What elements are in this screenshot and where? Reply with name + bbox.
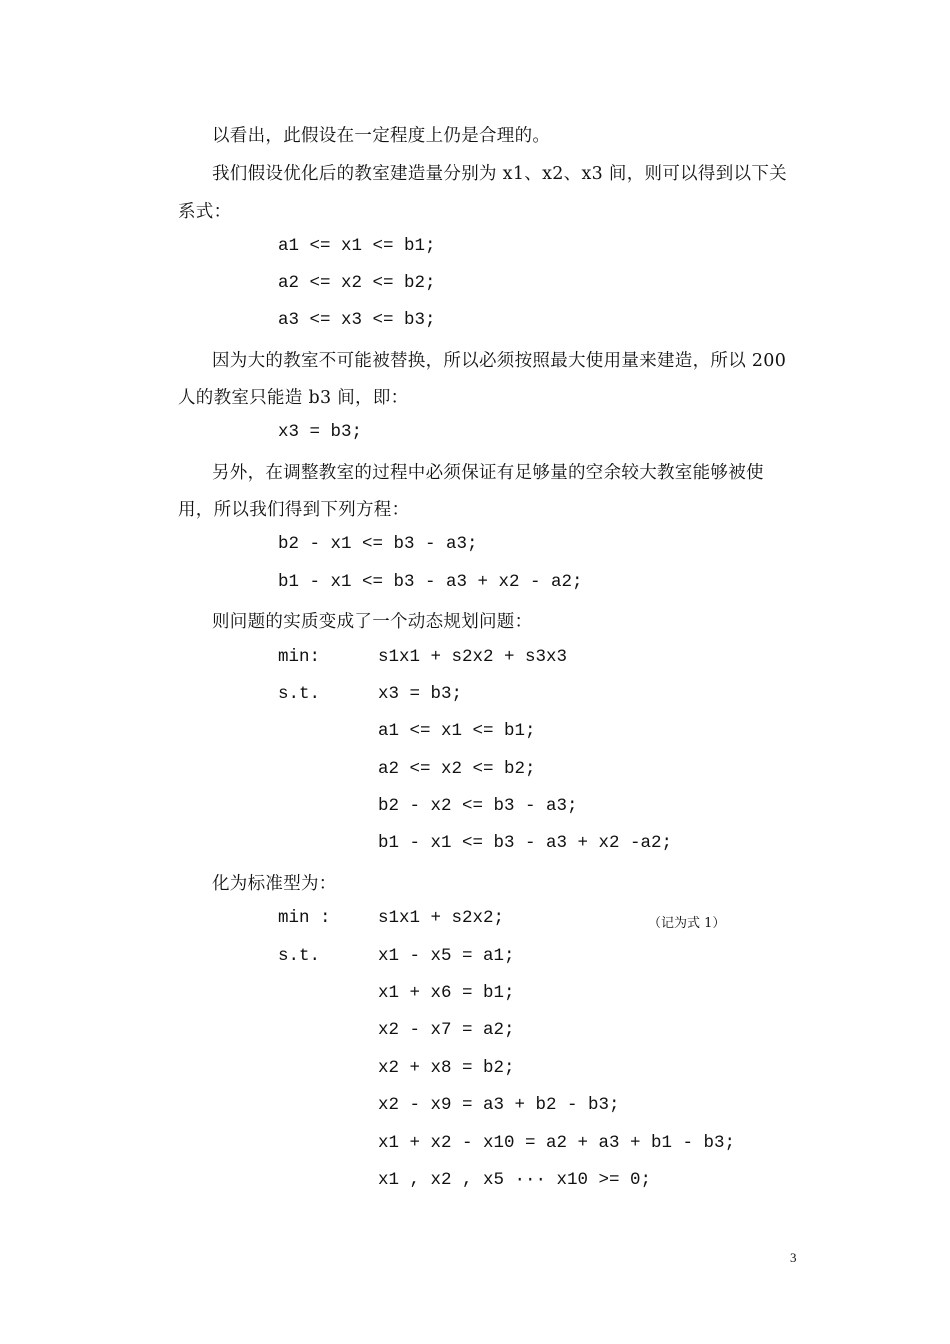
paragraph-line: 用，所以我们得到下列方程： (178, 500, 410, 520)
paragraph-line: 我们假设优化后的教室建造量分别为 x1、x2、x3 间，则可以得到以下关 (212, 164, 787, 184)
st-label: s.t. (278, 946, 321, 966)
paragraph-line: 因为大的教室不可能被替换，所以必须按照最大使用量来建造，所以 200 (212, 351, 787, 371)
constraint-line: b1 - x1 <= b3 - a3 + x2 -a2; (378, 833, 673, 853)
equation-note: （记为式 1） (648, 916, 726, 931)
paragraph-line: 另外，在调整教室的过程中必须保证有足够量的空余较大教室能够被使 (212, 463, 764, 483)
constraint-line: a1 <= x1 <= b1; (278, 236, 436, 256)
constraint-line: x3 = b3; (378, 684, 463, 704)
objective: s1x1 + s2x2 + s3x3 (378, 647, 568, 667)
paragraph-line: 系式： (178, 202, 232, 222)
constraint-line: x1 , x2 , x5 ··· x10 >= 0; (378, 1170, 652, 1190)
constraint-line: x2 - x7 = a2; (378, 1020, 515, 1040)
constraint-line: x1 + x2 - x10 = a2 + a3 + b1 - b3; (378, 1133, 736, 1153)
constraint-line: x1 - x5 = a1; (378, 946, 515, 966)
objective: s1x1 + s2x2; (378, 908, 505, 928)
paragraph-line: 化为标准型为： (212, 874, 337, 894)
st-label: s.t. (278, 684, 321, 704)
paragraph-line: 则问题的实质变成了一个动态规划问题： (212, 612, 533, 632)
page-number: 3 (790, 1250, 797, 1265)
constraint-line: a2 <= x2 <= b2; (278, 273, 436, 293)
constraint-line: a2 <= x2 <= b2; (378, 759, 536, 779)
paragraph-line: 以看出，此假设在一定程度上仍是合理的。 (212, 126, 551, 146)
constraint-line: a3 <= x3 <= b3; (278, 310, 436, 330)
constraint-line: x2 - x9 = a3 + b2 - b3; (378, 1095, 620, 1115)
equation-line: b2 - x1 <= b3 - a3; (278, 534, 478, 554)
constraint-line: x2 + x8 = b2; (378, 1058, 515, 1078)
min-label: min: (278, 647, 321, 667)
constraint-line: a1 <= x1 <= b1; (378, 721, 536, 741)
constraint-line: b2 - x2 <= b3 - a3; (378, 796, 578, 816)
equation-line: b1 - x1 <= b3 - a3 + x2 - a2; (278, 572, 583, 592)
min-label: min : (278, 908, 331, 928)
constraint-line: x1 + x6 = b1; (378, 983, 515, 1003)
equation-line: x3 = b3; (278, 422, 363, 442)
paragraph-line: 人的教室只能造 b3 间，即： (178, 388, 409, 408)
